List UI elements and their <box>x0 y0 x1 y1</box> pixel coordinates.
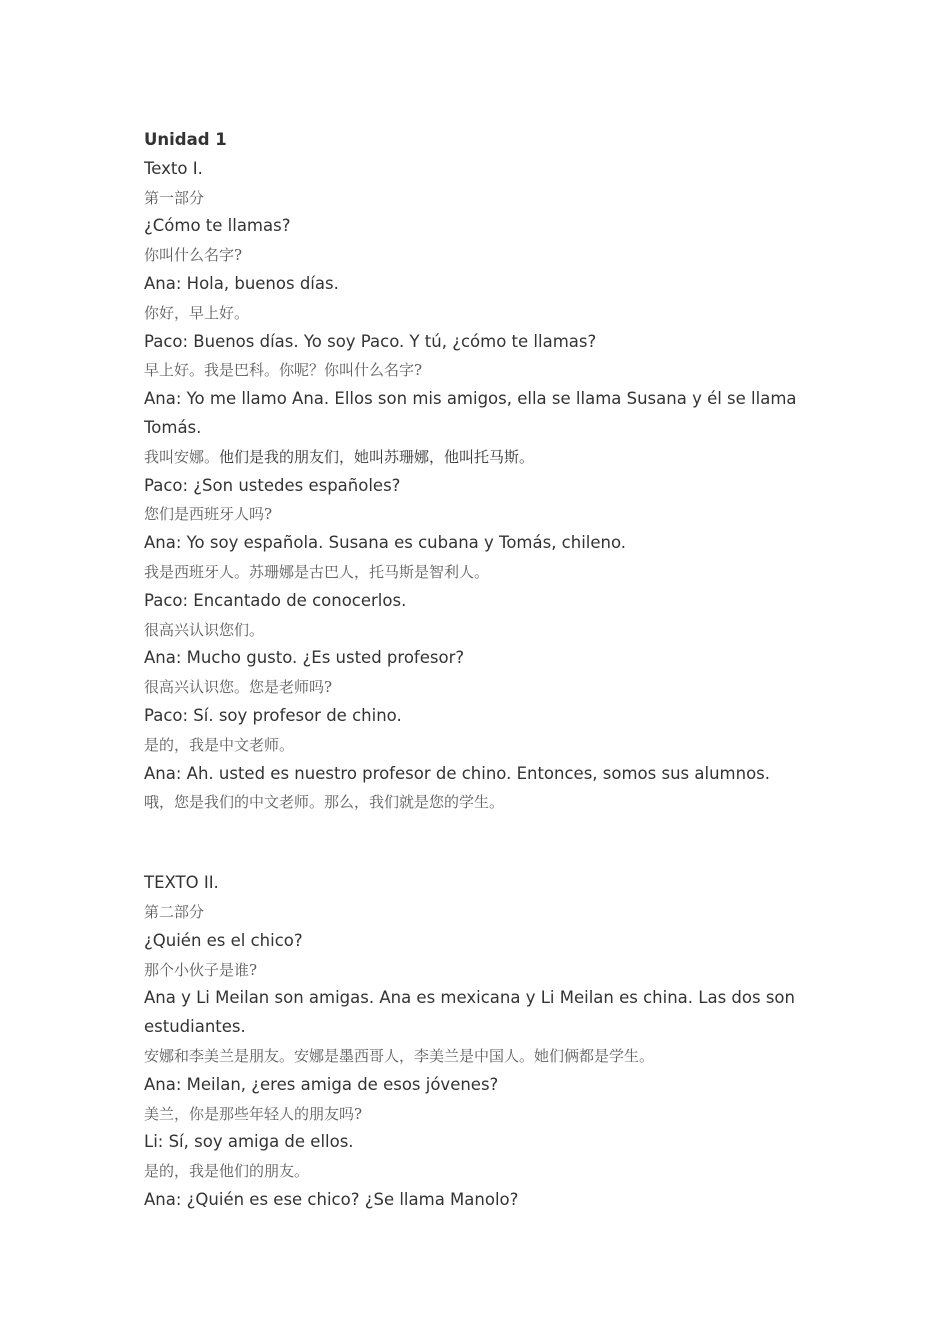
texto2-title-es: ¿Quién es el chico? <box>144 930 303 950</box>
dialogue-line-es: Ana: Hola, buenos días. <box>144 273 339 293</box>
dialogue-line-zh <box>144 443 824 472</box>
dialogue-line-zh: 美兰，你是那些年轻人的朋友吗? <box>144 1104 363 1123</box>
dialogue-line-zh-part: 我叫安娜。 <box>144 447 220 466</box>
dialogue-line-es: Paco: ¿Son ustedes españoles? <box>144 475 401 495</box>
texto2-heading: TEXTO II. <box>144 873 219 893</box>
section-spacer <box>144 817 824 869</box>
document-page <box>144 126 824 1215</box>
dialogue-line-zh: 很高兴认识您。您是老师吗? <box>144 678 333 697</box>
dialogue-line-es: Paco: Buenos días. Yo soy Paco. Y tú, ¿cómo te llamas? <box>144 331 597 351</box>
dialogue-line-zh: 很高兴认识您们。 <box>144 620 265 639</box>
dialogue-line-es: Li: Sí, soy amiga de ellos. <box>144 1132 354 1152</box>
dialogue-line-zh: 安娜和李美兰是朋友。安娜是墨西哥人，李美兰是中国人。她们俩都是学生。 <box>144 1046 655 1065</box>
texto1-title-es: ¿Cómo te llamas? <box>144 216 291 236</box>
dialogue-line-es: Ana: Yo soy española. Susana es cubana y Tomás, chileno. <box>144 533 627 553</box>
dialogue-line-zh: 哦，您是我们的中文老师。那么，我们就是您的学生。 <box>144 793 505 812</box>
dialogue-line-zh: 我是西班牙人。苏珊娜是古巴人，托马斯是智利人。 <box>144 562 490 581</box>
dialogue-line-es: Ana: Mucho gusto. ¿Es usted profesor? <box>144 648 465 668</box>
dialogue-line-es: Ana y Li Meilan son amigas. Ana es mexicana y Li Meilan es china. Las dos son estudiantes. <box>144 988 795 1037</box>
unit-title: Unidad 1 <box>144 130 227 149</box>
texto1-part: 第一部分 <box>144 188 205 207</box>
dialogue-line-zh: 早上好。我是巴科。你呢？你叫什么名字? <box>144 361 423 380</box>
texto1-title-zh: 你叫什么名字? <box>144 246 243 265</box>
dialogue-line-zh: 你好，早上好。 <box>144 303 250 322</box>
texto2-part: 第二部分 <box>144 902 205 921</box>
dialogue-line-es: Ana: Meilan, ¿eres amiga de esos jóvenes? <box>144 1074 499 1094</box>
dialogue-line-zh-part: 他们是我的朋友们，她叫苏珊娜，他叫托马斯。 <box>219 447 535 466</box>
dialogue-line-es: Paco: Encantado de conocerlos. <box>144 590 407 610</box>
texto1-heading: Texto I. <box>144 158 203 178</box>
dialogue-line-es: Ana: Yo me llamo Ana. Ellos son mis amigos, ella se llama Susana y él se llama Tomás. <box>144 389 797 437</box>
dialogue-line-zh: 是的，我是他们的朋友。 <box>144 1162 310 1181</box>
dialogue-line-es: Paco: Sí. soy profesor de chino. <box>144 705 402 725</box>
texto2-title-zh: 那个小伙子是谁? <box>144 960 258 979</box>
dialogue-line-zh: 您们是西班牙人吗? <box>144 505 273 524</box>
dialogue-line-es: Ana: Ah. usted es nuestro profesor de chino. Entonces, somos sus alumnos. <box>144 763 771 783</box>
dialogue-line-es: Ana: ¿Quién es ese chico? ¿Se llama Manolo? <box>144 1189 519 1209</box>
dialogue-line-zh: 是的，我是中文老师。 <box>144 735 295 754</box>
